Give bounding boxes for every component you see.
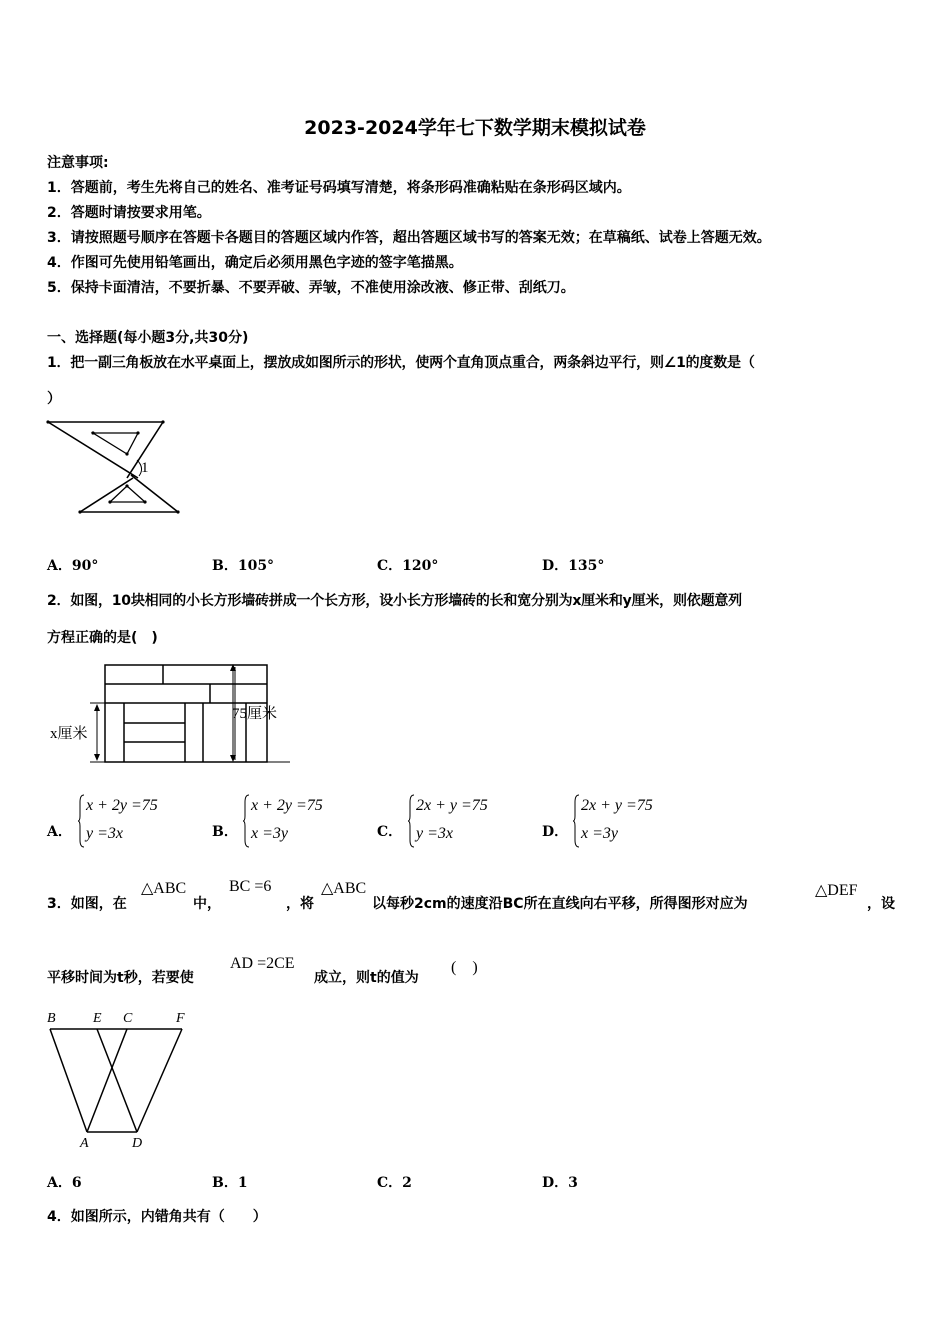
q2-option-a-letter[interactable]: A．	[47, 824, 72, 840]
q2-option-a-system[interactable]	[78, 792, 158, 848]
question-2-text-end: 方程正确的是( )	[47, 630, 158, 646]
angle-label: 1	[141, 460, 149, 476]
equation-1: x + 2y =75	[251, 797, 323, 814]
notice-item: 1．答题前，考生先将自己的姓名、准考证号码填写清楚，将条形码准确粘贴在条形码区域内。	[47, 180, 631, 196]
brace-icon	[243, 794, 249, 848]
q1-option-a[interactable]: A．90°	[47, 558, 99, 574]
notice-item: 4．作图可先使用铅笔画出，确定后必须用黑色字迹的签字笔描黑。	[47, 255, 463, 271]
q2-option-b-system[interactable]	[243, 792, 323, 848]
question-3-figure	[45, 1005, 195, 1155]
question-3-text: 平移时间为t秒，若要使	[47, 970, 194, 986]
point-f-label: F	[176, 1011, 185, 1026]
equation-2: x =3y	[581, 825, 618, 842]
section-heading: 一、选择题(每小题3分,共30分)	[47, 330, 249, 346]
q3-option-d[interactable]: D．3	[542, 1175, 578, 1191]
q3-option-b[interactable]: B．1	[212, 1175, 248, 1191]
math-triangle-abc: △ABC	[141, 880, 187, 897]
q2-option-c-system[interactable]	[408, 792, 488, 848]
question-4-text: 4．如图所示，内错角共有（ ）	[47, 1209, 267, 1225]
brace-icon	[78, 794, 84, 848]
answer-paren: ( )	[451, 959, 478, 976]
math-triangle-abc: △ABC	[321, 880, 367, 897]
q1-option-c[interactable]: C．120°	[377, 558, 439, 574]
question-3-text: 以每秒2cm的速度沿BC所在直线向右平移，所得图形对应为	[372, 896, 748, 912]
equation-1: x + 2y =75	[86, 797, 158, 814]
question-3-text: ，将	[286, 896, 314, 912]
notice-item: 2．答题时请按要求用笔。	[47, 205, 211, 221]
question-3-text: 中，	[193, 896, 221, 912]
math-bc: BC =6	[229, 878, 272, 895]
question-1-text-end: ）	[47, 391, 61, 407]
math-ad-2ce: AD =2CE	[230, 955, 295, 972]
brace-icon	[408, 794, 414, 848]
point-a-label: A	[80, 1136, 89, 1151]
point-c-label: C	[123, 1011, 133, 1026]
page-title: 2023-2024学年七下数学期末模拟试卷	[304, 117, 646, 139]
question-3-text: ，设	[867, 896, 895, 912]
notice-heading: 注意事项:	[47, 155, 109, 171]
height-arrow	[225, 663, 241, 763]
q3-option-a[interactable]: A．6	[47, 1175, 82, 1191]
equation-1: 2x + y =75	[416, 797, 488, 814]
point-b-label: B	[47, 1011, 56, 1026]
q2-option-d-system[interactable]	[573, 792, 653, 848]
question-1-text: 1．把一副三角板放在水平桌面上，摆放成如图所示的形状，使两个直角顶点重合，两条斜边平行，则∠1的度数是（	[47, 355, 755, 371]
height-label: 75厘米	[232, 706, 278, 722]
math-triangle-def: △DEF	[815, 882, 858, 899]
q2-option-b-letter[interactable]: B．	[212, 824, 238, 840]
question-3-text: 3．如图，在	[47, 896, 127, 912]
equation-2: x =3y	[251, 825, 288, 842]
q3-option-c[interactable]: C．2	[377, 1175, 412, 1191]
question-2-text: 2．如图，10块相同的小长方形墙砖拼成一个长方形，设小长方形墙砖的长和宽分别为x厘米和y厘米，则依题意列	[47, 593, 742, 609]
notice-item: 3．请按照题号顺序在答题卡各题目的答题区域内作答，超出答题区域书写的答案无效；在草稿纸、试卷上答题无效。	[47, 230, 771, 246]
point-e-label: E	[93, 1011, 102, 1026]
equation-1: 2x + y =75	[581, 797, 653, 814]
brace-icon	[573, 794, 579, 848]
equation-2: y =3x	[86, 825, 123, 842]
equation-2: y =3x	[416, 825, 453, 842]
width-label: x厘米	[50, 726, 88, 742]
notice-item: 5．保持卡面清洁，不要折暴、不要弄破、弄皱，不准使用涂改液、修正带、刮纸刀。	[47, 280, 575, 296]
q2-option-c-letter[interactable]: C．	[377, 824, 403, 840]
point-d-label: D	[132, 1136, 143, 1151]
question-3-text: 成立，则t的值为	[314, 970, 419, 986]
question-2-figure	[45, 660, 295, 775]
q1-option-b[interactable]: B．105°	[212, 558, 275, 574]
q2-option-d-letter[interactable]: D．	[542, 824, 569, 840]
q1-option-d[interactable]: D．135°	[542, 558, 605, 574]
question-1-figure	[45, 418, 185, 518]
